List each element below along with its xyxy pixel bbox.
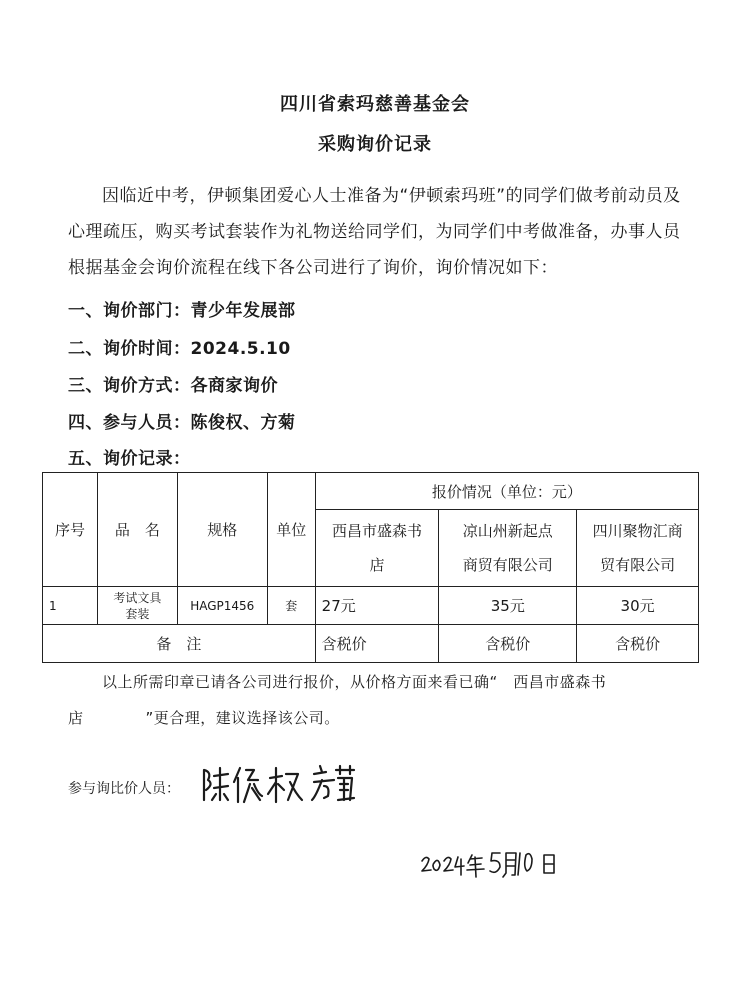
note-row xyxy=(43,625,699,663)
item-method: 三、询价方式：各商家询价 xyxy=(68,376,278,396)
supplier-1-line2: 店 xyxy=(369,556,385,574)
note-2: 含税价 xyxy=(439,625,577,663)
signature-label: 参与询比价人员： xyxy=(68,781,180,797)
intro-paragraph: 因临近中考，伊顿集团爱心人士准备为“伊顿索玛班”的同学们做考前动员及心理疏压，购买考试套装作为礼物送给同学们，为同学们中考做准备，办事人员根据基金会询价流程在线下各公司进行了询价，询价情况如下： xyxy=(68,186,681,278)
row-unit: 套 xyxy=(267,587,315,625)
supplier-2-line2: 商贸有限公司 xyxy=(462,556,553,574)
supplier-3 xyxy=(577,510,699,587)
row-seq: 1 xyxy=(43,587,98,625)
header-seq: 序号 xyxy=(43,473,98,587)
conclusion-paragraph: 以上所需印章已请各公司进行报价，从价格方面来看已确“ 西昌市盛森书店 ”更合理，建议选择该公司。 xyxy=(68,673,607,727)
item-record: 五、询价记录： xyxy=(68,449,191,469)
handwritten-signature xyxy=(198,760,358,810)
supplier-2 xyxy=(439,510,577,587)
inquiry-table xyxy=(42,472,699,663)
supplier-1 xyxy=(315,510,439,587)
row-name-line2: 套装 xyxy=(125,606,150,621)
org-title: 四川省索玛慈善基金会 xyxy=(280,94,470,115)
supplier-1-line1: 西昌市盛森书 xyxy=(332,522,423,540)
item-time: 二、询价时间：2024.5.10 xyxy=(68,339,291,359)
row-price-3: 30元 xyxy=(577,587,699,625)
item-participants: 四、参与人员：陈俊权、方菊 xyxy=(68,413,296,433)
supplier-3-line1: 四川聚物汇商 xyxy=(592,522,683,540)
note-1: 含税价 xyxy=(315,625,439,663)
table-row xyxy=(43,587,699,625)
row-name-line1: 考试文具 xyxy=(113,590,162,605)
supplier-3-line2: 贸有限公司 xyxy=(600,556,676,574)
handwritten-date xyxy=(420,845,570,885)
header-name: 品 名 xyxy=(97,473,177,587)
table-header-row xyxy=(43,473,699,510)
header-spec: 规格 xyxy=(177,473,267,587)
row-price-1: 27元 xyxy=(315,587,439,625)
header-unit: 单位 xyxy=(267,473,315,587)
note-3: 含税价 xyxy=(577,625,699,663)
note-label: 备 注 xyxy=(43,625,316,663)
doc-title: 采购询价记录 xyxy=(318,134,432,155)
supplier-2-line1: 凉山州新起点 xyxy=(462,522,553,540)
item-department: 一、询价部门：青少年发展部 xyxy=(68,301,296,321)
row-price-2: 35元 xyxy=(439,587,577,625)
row-name xyxy=(97,587,177,625)
row-spec: HAGP1456 xyxy=(177,587,267,625)
header-quote: 报价情况（单位：元） xyxy=(315,473,698,510)
